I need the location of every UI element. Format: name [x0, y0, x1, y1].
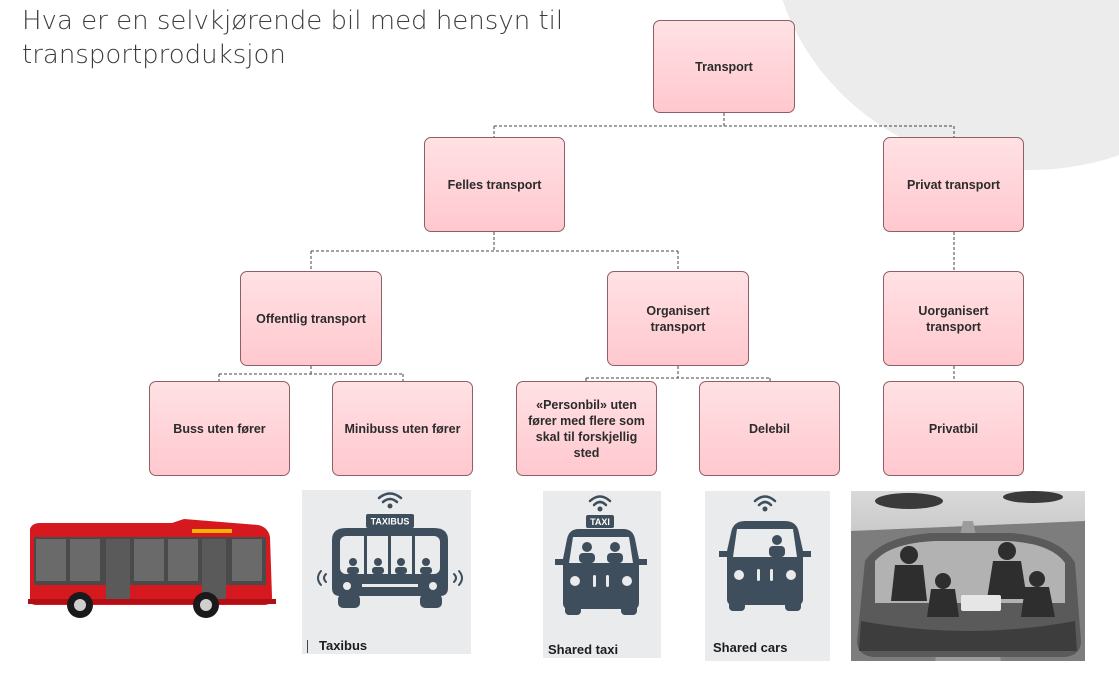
- bus-picture: [22, 515, 284, 620]
- node-minibuss-uten-forer: [332, 381, 473, 476]
- taxibus-caption: Taxibus: [319, 638, 368, 653]
- shared-taxi-panel: [543, 491, 661, 658]
- shared-car-icon: [705, 491, 830, 621]
- node-privatbil-label: Privatbil: [928, 421, 979, 436]
- autonomous-car-photo: [851, 491, 1085, 661]
- bus-icon: [22, 515, 284, 620]
- connector-felles-children: [311, 232, 678, 271]
- slide-title-line-2: transportproduksjon: [22, 40, 286, 70]
- node-felles-transport-label: Felles transport: [447, 177, 542, 192]
- shared-taxi-caption: Shared taxi: [548, 642, 619, 657]
- slide-title-line-1: Hva er en selvkjørende bil med hensyn til: [22, 6, 564, 36]
- node-buss-uten-forer-label: Buss uten fører: [173, 421, 266, 436]
- node-felles-transport: [424, 137, 565, 232]
- node-offentlig-transport: [240, 271, 382, 366]
- node-delebil-label: Delebil: [749, 421, 790, 436]
- node-privat-transport: [883, 137, 1024, 232]
- node-uorganisert-transport-label: Uorganisert transport: [918, 303, 989, 334]
- connector-offentlig-children: [219, 366, 403, 381]
- node-organisert-transport: [607, 271, 749, 366]
- node-buss-uten-forer: [149, 381, 290, 476]
- node-personbil-uten-forer: [516, 381, 657, 476]
- connector-organisert-children: [586, 366, 770, 381]
- node-offentlig-transport-label: Offentlig transport: [256, 311, 366, 326]
- node-privatbil: [883, 381, 1024, 476]
- node-transport-label: Transport: [695, 59, 753, 74]
- taxi-sign-text: TAXI: [590, 517, 610, 527]
- taxibus-panel: [302, 490, 471, 654]
- node-transport: [653, 20, 795, 113]
- node-personbil-uten-forer-label: «Personbil» uten fører med flere som skal til forskjellig sted: [528, 397, 645, 460]
- connector-transport-felles-privat: [494, 113, 954, 137]
- node-organisert-transport-label: Organisert transport: [646, 303, 710, 334]
- node-minibuss-uten-forer-label: Minibuss uten fører: [344, 421, 461, 436]
- shared-cars-panel: [705, 491, 830, 661]
- node-delebil: [699, 381, 840, 476]
- vintage-car-illustration: [851, 491, 1085, 661]
- node-uorganisert-transport: [883, 271, 1024, 366]
- shared-cars-caption: Shared cars: [713, 640, 788, 655]
- taxibus-sign-text: TAXIBUS: [370, 516, 410, 527]
- taxibus-icon: [302, 490, 471, 620]
- taxi-icon: [543, 491, 661, 621]
- node-privat-transport-label: Privat transport: [906, 177, 1001, 192]
